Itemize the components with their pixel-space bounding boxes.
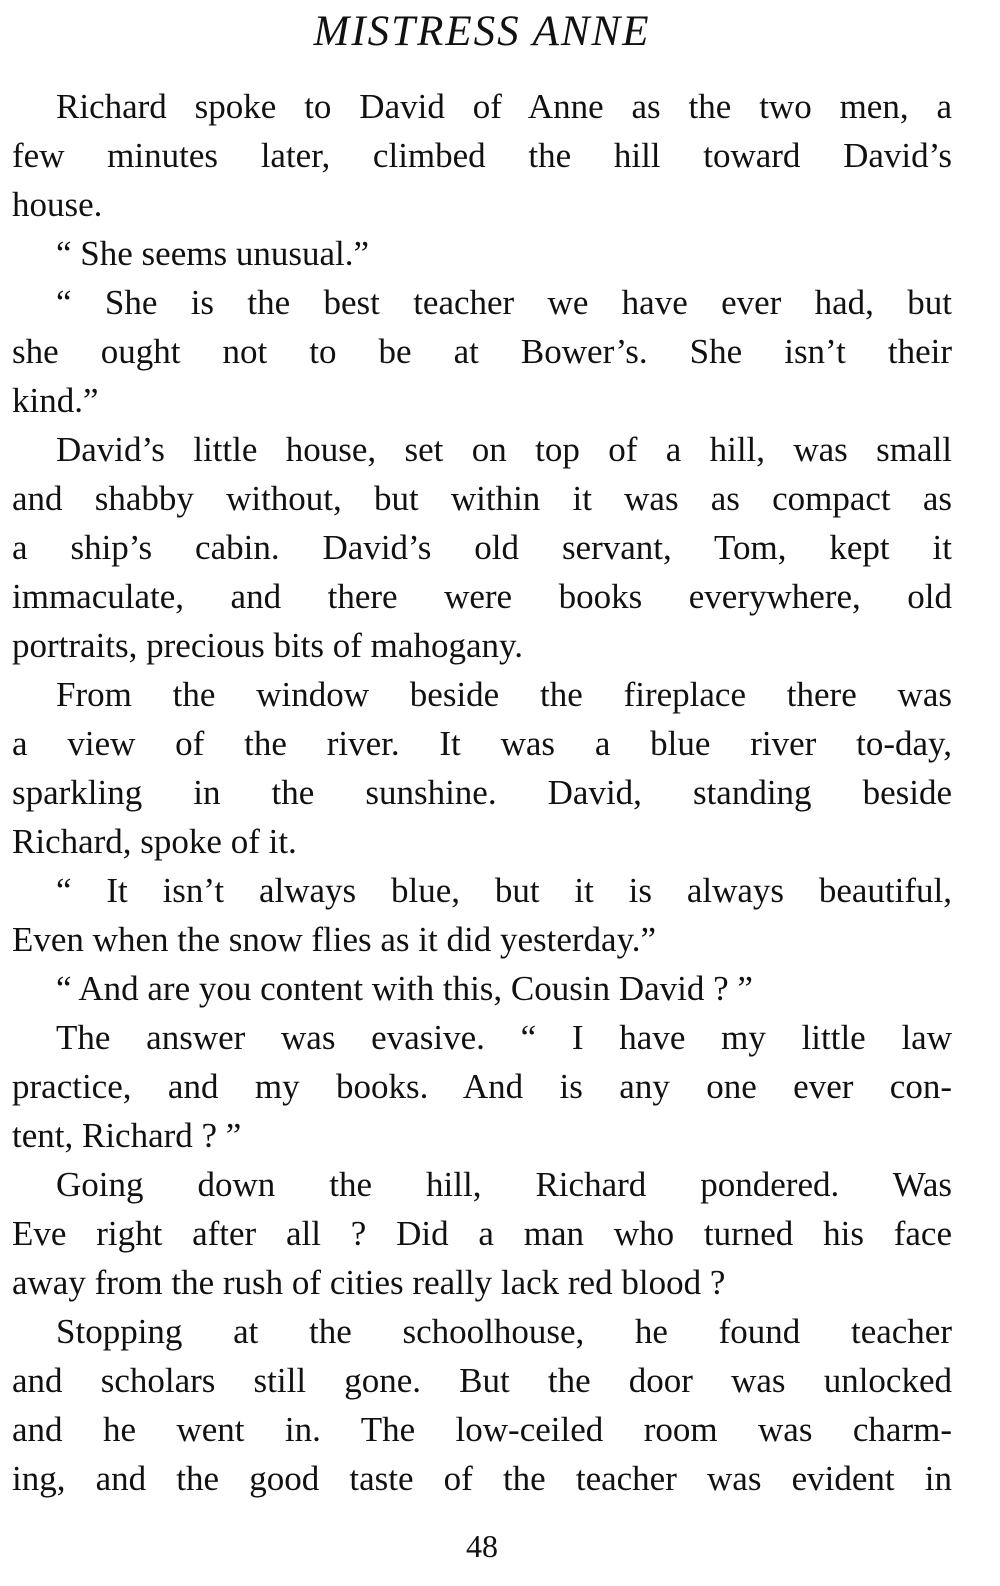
text-line: kind.” <box>12 381 99 420</box>
text-line: “ She seems unusual.” <box>56 234 369 273</box>
text-line: tent, Richard ? ” <box>12 1116 242 1155</box>
text-line: Richard spoke to David of Anne as the two men, a <box>56 87 952 126</box>
text-line: sparkling in the sunshine. David, standing beside <box>12 773 952 812</box>
text-line: “ She is the best teacher we have ever had, but <box>56 283 952 322</box>
text-line: portraits, precious bits of mahogany. <box>12 626 523 665</box>
text-line: and he went in. The low-ceiled room was charm- <box>12 1410 952 1449</box>
text-line: practice, and my books. And is any one ever con- <box>12 1067 952 1106</box>
text-line: she ought not to be at Bower’s. She isn’t their <box>12 332 952 371</box>
text-line: away from the rush of cities really lack red blood ? <box>12 1263 726 1302</box>
text-line: house. <box>12 185 103 224</box>
text-line: David’s little house, set on top of a hill, was small <box>56 430 952 469</box>
text-line: immaculate, and there were books everywhere, old <box>12 577 952 616</box>
text-line: and shabby without, but within it was as compact as <box>12 479 952 518</box>
text-line: ing, and the good taste of the teacher was evident in <box>12 1459 952 1498</box>
page-number: 48 <box>466 1528 498 1564</box>
text-line: “ It isn’t always blue, but it is always beautiful, <box>56 871 952 910</box>
text-line: Going down the hill, Richard pondered. Was <box>56 1165 952 1204</box>
text-line: Stopping at the schoolhouse, he found teacher <box>56 1312 952 1351</box>
text-line: Even when the snow flies as it did yesterday.” <box>12 920 657 959</box>
body-text <box>12 82 952 1503</box>
text-line: Richard, spoke of it. <box>12 822 297 861</box>
text-line: The answer was evasive. “ I have my little law <box>56 1018 952 1057</box>
text-line: a ship’s cabin. David’s old servant, Tom, kept it <box>12 528 952 567</box>
text-line: a view of the river. It was a blue river to-day, <box>12 724 952 763</box>
book-page <box>12 0 952 1586</box>
text-line: few minutes later, climbed the hill toward David’s <box>12 136 952 175</box>
text-line: “ And are you content with this, Cousin David ? ” <box>56 969 753 1008</box>
text-line: and scholars still gone. But the door was unlocked <box>12 1361 952 1400</box>
text-line: Eve right after all ? Did a man who turned his face <box>12 1214 952 1253</box>
text-line: From the window beside the fireplace there was <box>56 675 952 714</box>
running-head: MISTRESS ANNE <box>313 8 651 55</box>
